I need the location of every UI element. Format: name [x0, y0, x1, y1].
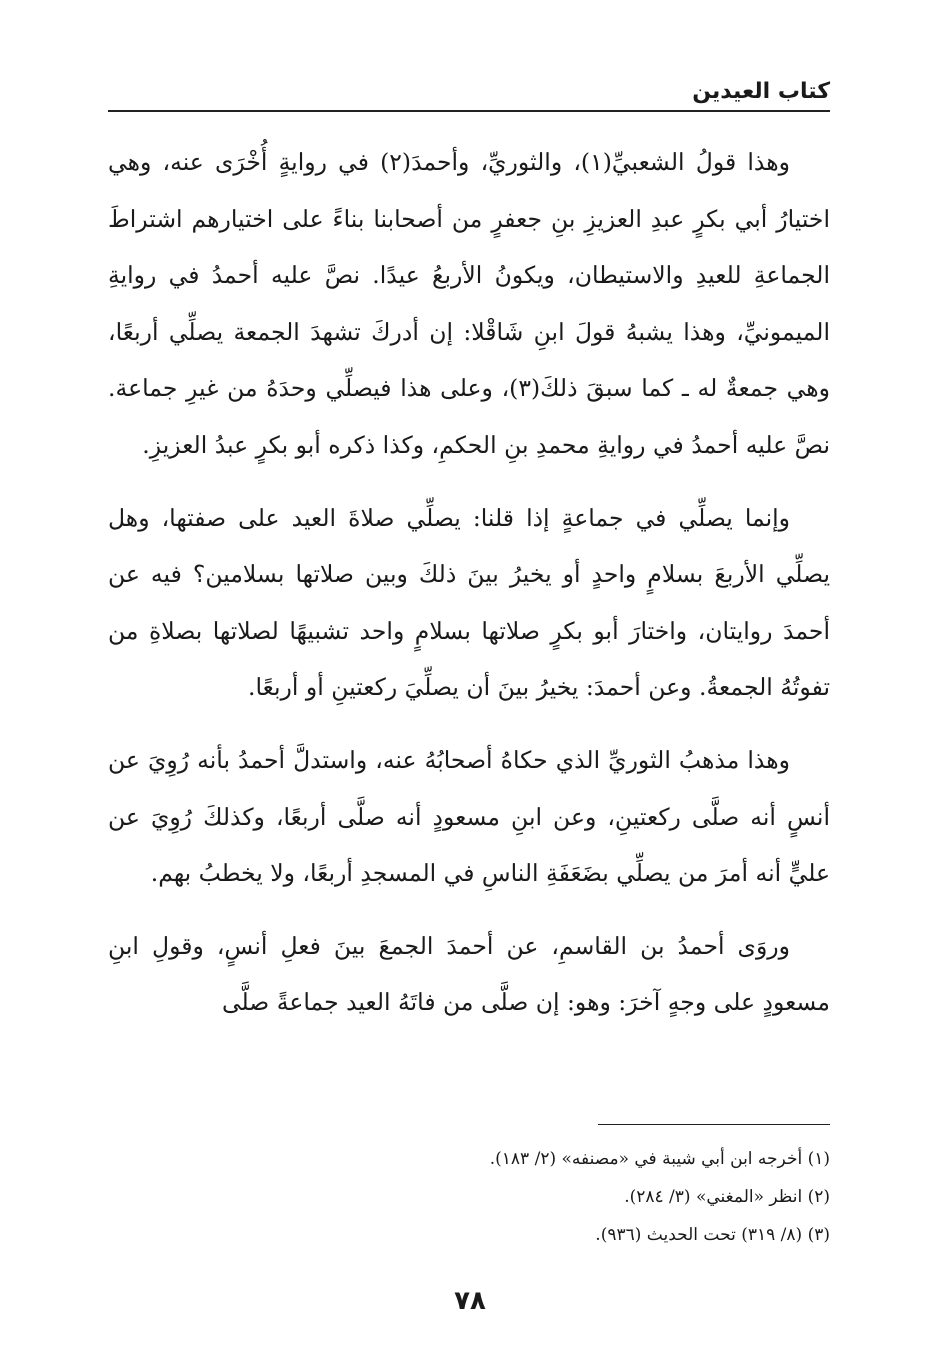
running-header: [108, 76, 830, 112]
header-divider: [108, 110, 830, 112]
footnote-3: (٣) (٨/ ٣١٩) تحت الحديث (٩٣٦).: [595, 1225, 830, 1245]
paragraph-3: وهذا مذهبُ الثوريِّ الذي حكاهُ أصحابُهُ عنه، واستدلَّ أحمدُ بأنه رُوِيَ عن أنسٍ أنه صلَّى ركعتينِ، وعن ابنِ مسعودٍ أنه صلَّى أربعًا، وكذلكَ رُوِيَ عن عليٍّ أنه أمرَ من يصلِّي بضَعَفَةِ الناسِ في المسجدِ أربعًا، ولا يخطبُ بهم.: [108, 745, 830, 888]
footnote-1: (١) أخرجه ابن أبي شيبة في «مصنفه» (٢/ ١٨٣).: [489, 1149, 830, 1169]
paragraph-4: وروَى أحمدُ بن القاسمِ، عن أحمدَ الجمعَ بينَ فعلِ أنسٍ، وقولِ ابنِ مسعودٍ على وجهٍ آخرَ: وهو: إن صلَّى من فاتَهُ العيد جماعةً صلَّى: [108, 931, 830, 1017]
paragraph-1: وهذا قولُ الشعبيِّ(١)، والثوريِّ، وأحمدَ(٢) في روايةٍ أُخْرَى عنه، وهي اختيارُ أبي بكرٍ عبدِ العزيزِ بنِ جعفرٍ من أصحابنا بناءً على اختيارهم اشتراطَ الجماعةِ للعيدِ والاستيطان، ويكونُ الأربعُ عيدًا. نصَّ عليه أحمدُ في روايةِ الميمونيِّ، وهذا يشبهُ قولَ ابنِ شَاقْلا: إن أدركَ تشهدَ الجمعة يصلِّي أربعًا، وهي جمعةٌ له ـ كما سبقَ ذلكَ(٣)، وعلى هذا فيصلِّي وحدَهُ من غيرِ جماعة. نصَّ عليه أحمدُ في روايةِ محمدِ بنِ الحكمِ، وكذا ذكره أبو بكرٍ عبدُ العزيزِ.: [108, 148, 830, 459]
paragraph-2: وإنما يصلِّي في جماعةٍ إذا قلنا: يصلِّي صلاةَ العيد على صفتها، وهل يصلِّي الأربعَ بسلامٍ واحدٍ أو يخيرُ بينَ ذلكَ وبين صلاتها بسلامين؟ فيه عن أحمدَ روايتان، واختارَ أبو بكرٍ صلاتها بسلامٍ واحد تشبيهًا لصلاتها بصلاةِ من تفوتُهُ الجمعةُ. وعن أحمدَ: يخيرُ بينَ أن يصلِّيَ ركعتينِ أو أربعًا.: [108, 503, 830, 702]
main-text: [108, 134, 830, 1047]
header-title: كتاب العيدين: [692, 79, 830, 104]
footnotes: [108, 1140, 830, 1254]
footnote-2: (٢) انظر «المغني» (٣/ ٢٨٤).: [624, 1187, 830, 1207]
page-number: ٧٨: [454, 1286, 486, 1316]
footnote-divider: [598, 1124, 830, 1125]
